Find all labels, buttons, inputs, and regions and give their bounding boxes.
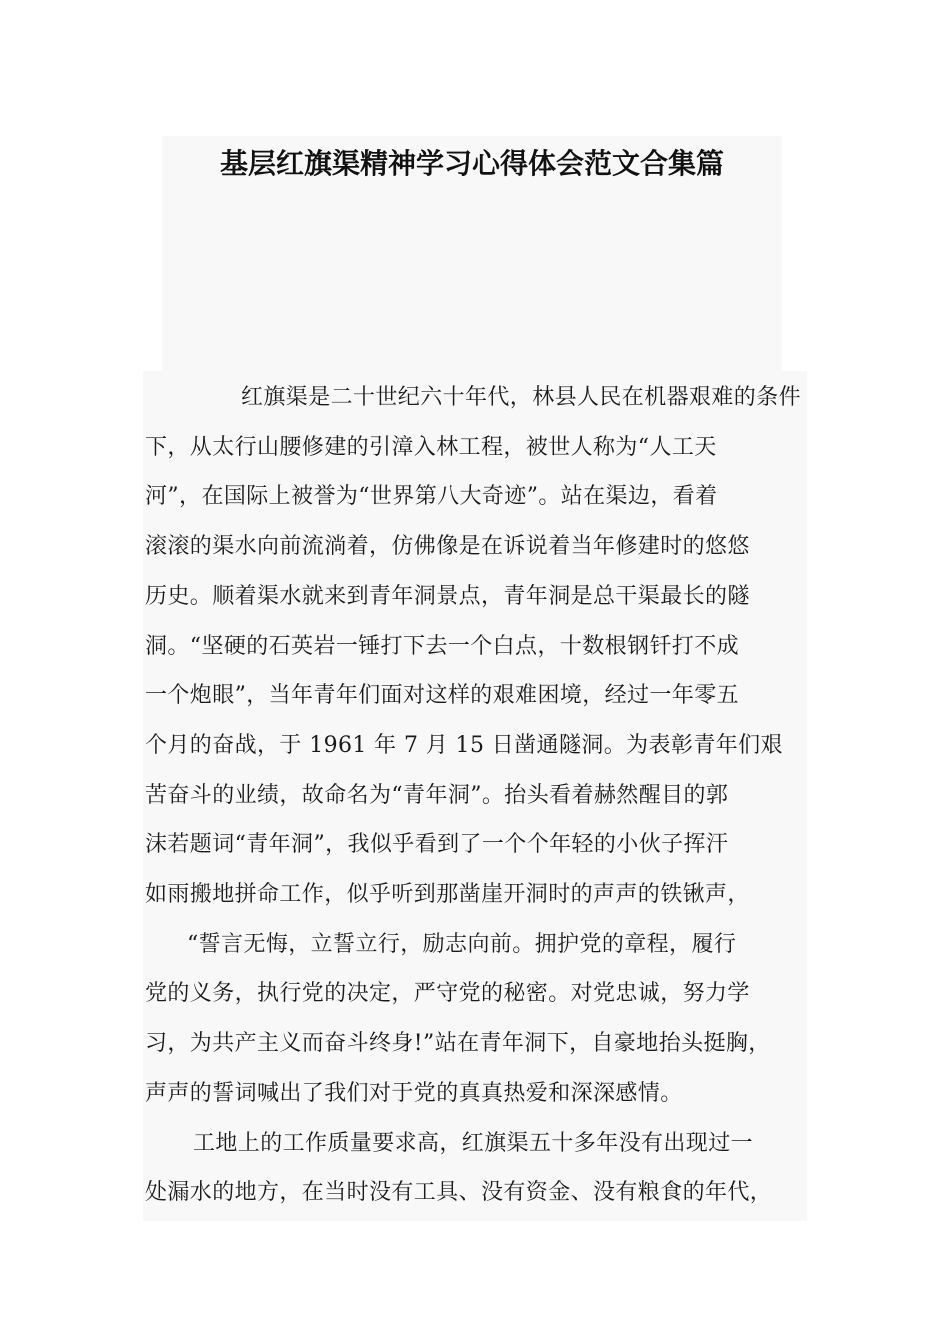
text-line: 个月的奋战，于 1961 年 7 月 15 日凿通隧洞。为表彰青年们艰 [145, 732, 783, 758]
document-title: 基层红旗渠精神学习心得体会范文合集篇 [219, 148, 724, 179]
text-line: 习，为共产主义而奋斗终身!”站在青年洞下，自豪地抬头挺胸， [145, 1031, 771, 1057]
title-block [162, 136, 782, 371]
text-line: 滚滚的渠水向前流淌着，仿佛像是在诉说着当年修建时的悠悠 [145, 534, 750, 560]
text-line: 一个炮眼”，当年青年们面对这样的艰难困境，经过一年零五 [145, 683, 740, 709]
text-line: 工地上的工作质量要求高，红旗渠五十多年没有出现过一 [193, 1130, 754, 1156]
paragraph-1 [145, 373, 809, 920]
text-line: 河”，在国际上被誉为“世界第八大奇迹”。站在渠边，看着 [145, 484, 718, 510]
text-line: 如雨搬地拼命工作，似乎听到那凿崖开洞时的声声的铁锹声， [145, 882, 750, 908]
paragraph-2 [145, 920, 809, 1119]
text-line: 洞。“坚硬的石英岩一锤打下去一个白点，十数根钢钎打不成 [145, 633, 740, 659]
text-line: 党的义务，执行党的决定，严守党的秘密。对党忠诚，努力学 [145, 981, 750, 1007]
text-line: 处漏水的地方，在当时没有工具、没有资金、没有粮食的年代， [145, 1180, 773, 1206]
text-line: “誓言无悔，立誓立行，励志向前。拥护党的章程，履行 [187, 931, 737, 957]
text-line: 声声的誓词喊出了我们对于党的真真热爱和深深感情。 [145, 1080, 683, 1106]
paragraph-3 [145, 1119, 809, 1218]
text-line: 下，从太行山腰修建的引漳入林工程，被世人称为“人工天 [145, 434, 717, 460]
text-line: 历史。顺着渠水就来到青年洞景点，青年洞是总干渠最长的隧 [145, 583, 750, 609]
text-line: 苦奋斗的业绩，故命名为“青年洞”。抬头看着赫然醒目的郭 [145, 782, 729, 808]
text-line: 红旗渠是二十世纪六十年代，林县人民在机器艰难的条件 [241, 385, 802, 410]
text-line: 沫若题词“青年洞”，我似乎看到了一个个年轻的小伙子挥汗 [145, 832, 729, 858]
document-body [143, 371, 807, 1221]
